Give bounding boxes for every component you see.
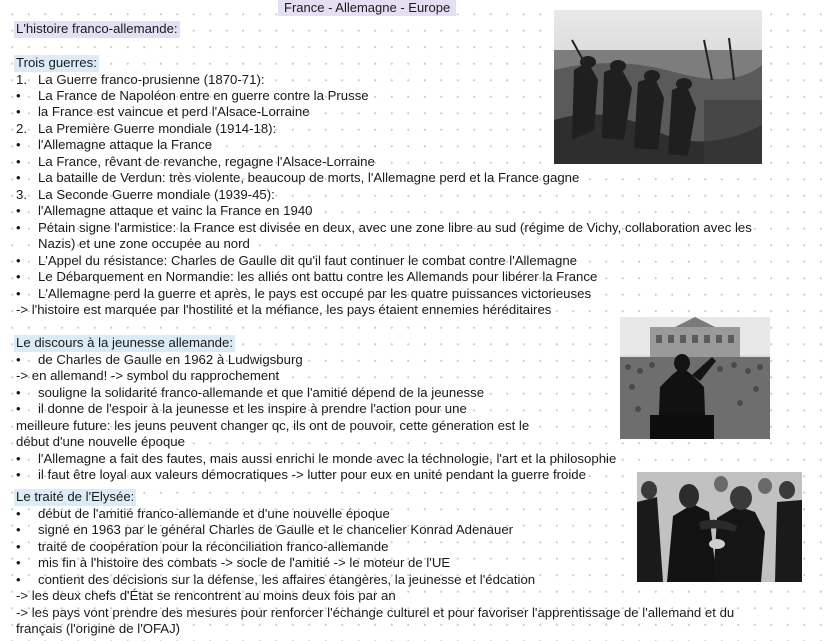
elysee-treaty-embrace-photo [637,472,802,582]
page-title: France - Allemagne - Europe [278,0,456,16]
de-gaulle-speech-photo [620,317,770,439]
ww1-soldiers-photo [554,10,762,164]
